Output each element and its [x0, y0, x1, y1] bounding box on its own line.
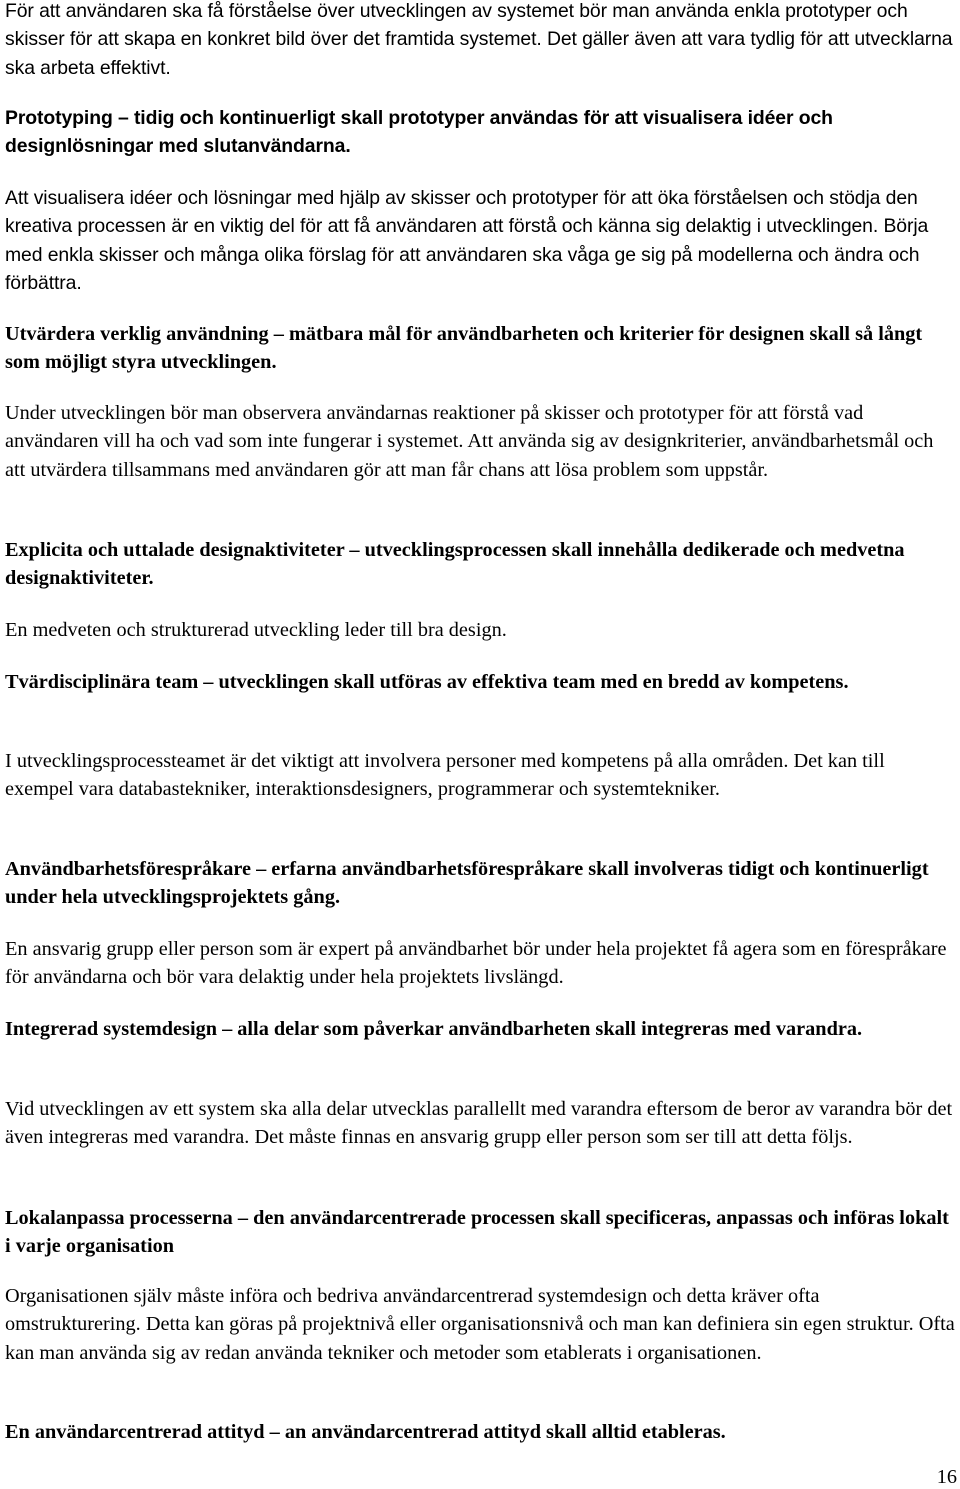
page-number: 16: [936, 1466, 957, 1488]
paragraph-prototyping: Att visualisera idéer och lösningar med hjälp av skisser och prototyper för att öka förståelsen och stödja den kreativa processen är en viktig del för att få användaren att förstå och känna sig delaktig i utvecklingen. Börja med enkla skisser och många olika förslag för att användaren ska våga ge sig på modellerna och ändra och förbättra.: [5, 187, 929, 295]
heading-evaluate-usage: Utvärdera verklig användning – mätbara mål för användbarheten och kriterier för designen skall så långt som möjligt styra utvecklingen.: [5, 323, 923, 374]
heading-localize-processes: Lokalanpassa processerna – den användarcentrerade processen skall specificeras, anpassas och införas lokalt i varje organisation: [5, 1207, 949, 1258]
heading-prototyping: Prototyping – tidig och kontinuerligt skall prototyper användas för att visualisera idéer och designlösningar med slutanvändarna.: [5, 107, 833, 158]
heading-design-activities: Explicita och uttalade designaktiviteter – utvecklingsprocessen skall innehålla dedikerade och medvetna designaktiviteter.: [5, 539, 905, 590]
heading-usability-advocates: Användbarhetsförespråkare – erfarna användbarhetsförespråkare skall involveras tidigt och kontinuerligt under hela utvecklingsprojektets gång.: [5, 858, 929, 909]
paragraph-cross-disciplinary-teams: I utvecklingsprocessteamet är det viktigt att involvera personer med kompetens på alla områden. Det kan till exempel vara databastekniker, interaktionsdesigners, programmerar och systemtekniker.: [5, 750, 885, 801]
heading-cross-disciplinary-teams: Tvärdisciplinära team – utvecklingen skall utföras av effektiva team med en bredd av kompetens.: [5, 671, 849, 693]
paragraph-usability-advocates: En ansvarig grupp eller person som är expert på användbarhet bör under hela projektet få agera som en förespråkare för användarna och bör vara delaktig under hela projektets livslängd.: [5, 938, 947, 989]
paragraph-evaluate-usage: Under utvecklingen bör man observera användarnas reaktioner på skisser och prototyper för att förstå vad användaren vill ha och vad som inte fungerar i systemet. Att använda sig av designkriterier, användbarhetsmål och att utvärdera tillsammans med användaren gör att man får chans att lösa problem som uppstår.: [5, 402, 934, 481]
paragraph-localize-processes: Organisationen själv måste införa och bedriva användarcentrerad systemdesign och detta kräver ofta omstrukturering. Detta kan göras på projektnivå eller organisationsnivå och man kan definiera sin egen struktur. Ofta kan man använda sig av redan använda tekniker och metoder som etablerats i organisationen.: [5, 1285, 955, 1364]
paragraph-integrated-system-design: Vid utvecklingen av ett system ska alla delar utvecklas parallellt med varandra eftersom de beror av varandra bör det även integreras med varandra. Det måste finnas en ansvarig grupp eller person som ser till att detta följs.: [5, 1098, 953, 1149]
heading-user-centered-attitude: En användarcentrerad attityd – an användarcentrerad attityd skall alltid etableras.: [5, 1421, 726, 1443]
paragraph-design-activities: En medveten och strukturerad utveckling leder till bra design.: [5, 619, 507, 641]
heading-integrated-system-design: Integrerad systemdesign – alla delar som påverkar användbarheten skall integreras med varandra.: [5, 1018, 863, 1040]
intro-paragraph: För att användaren ska få förståelse över utvecklingen av systemet bör man använda enkla prototyper och skisser för att skapa en konkret bild över det framtida systemet. Det gäller även att vara tydlig för att utvecklarna ska arbeta effektivt.: [5, 0, 953, 79]
